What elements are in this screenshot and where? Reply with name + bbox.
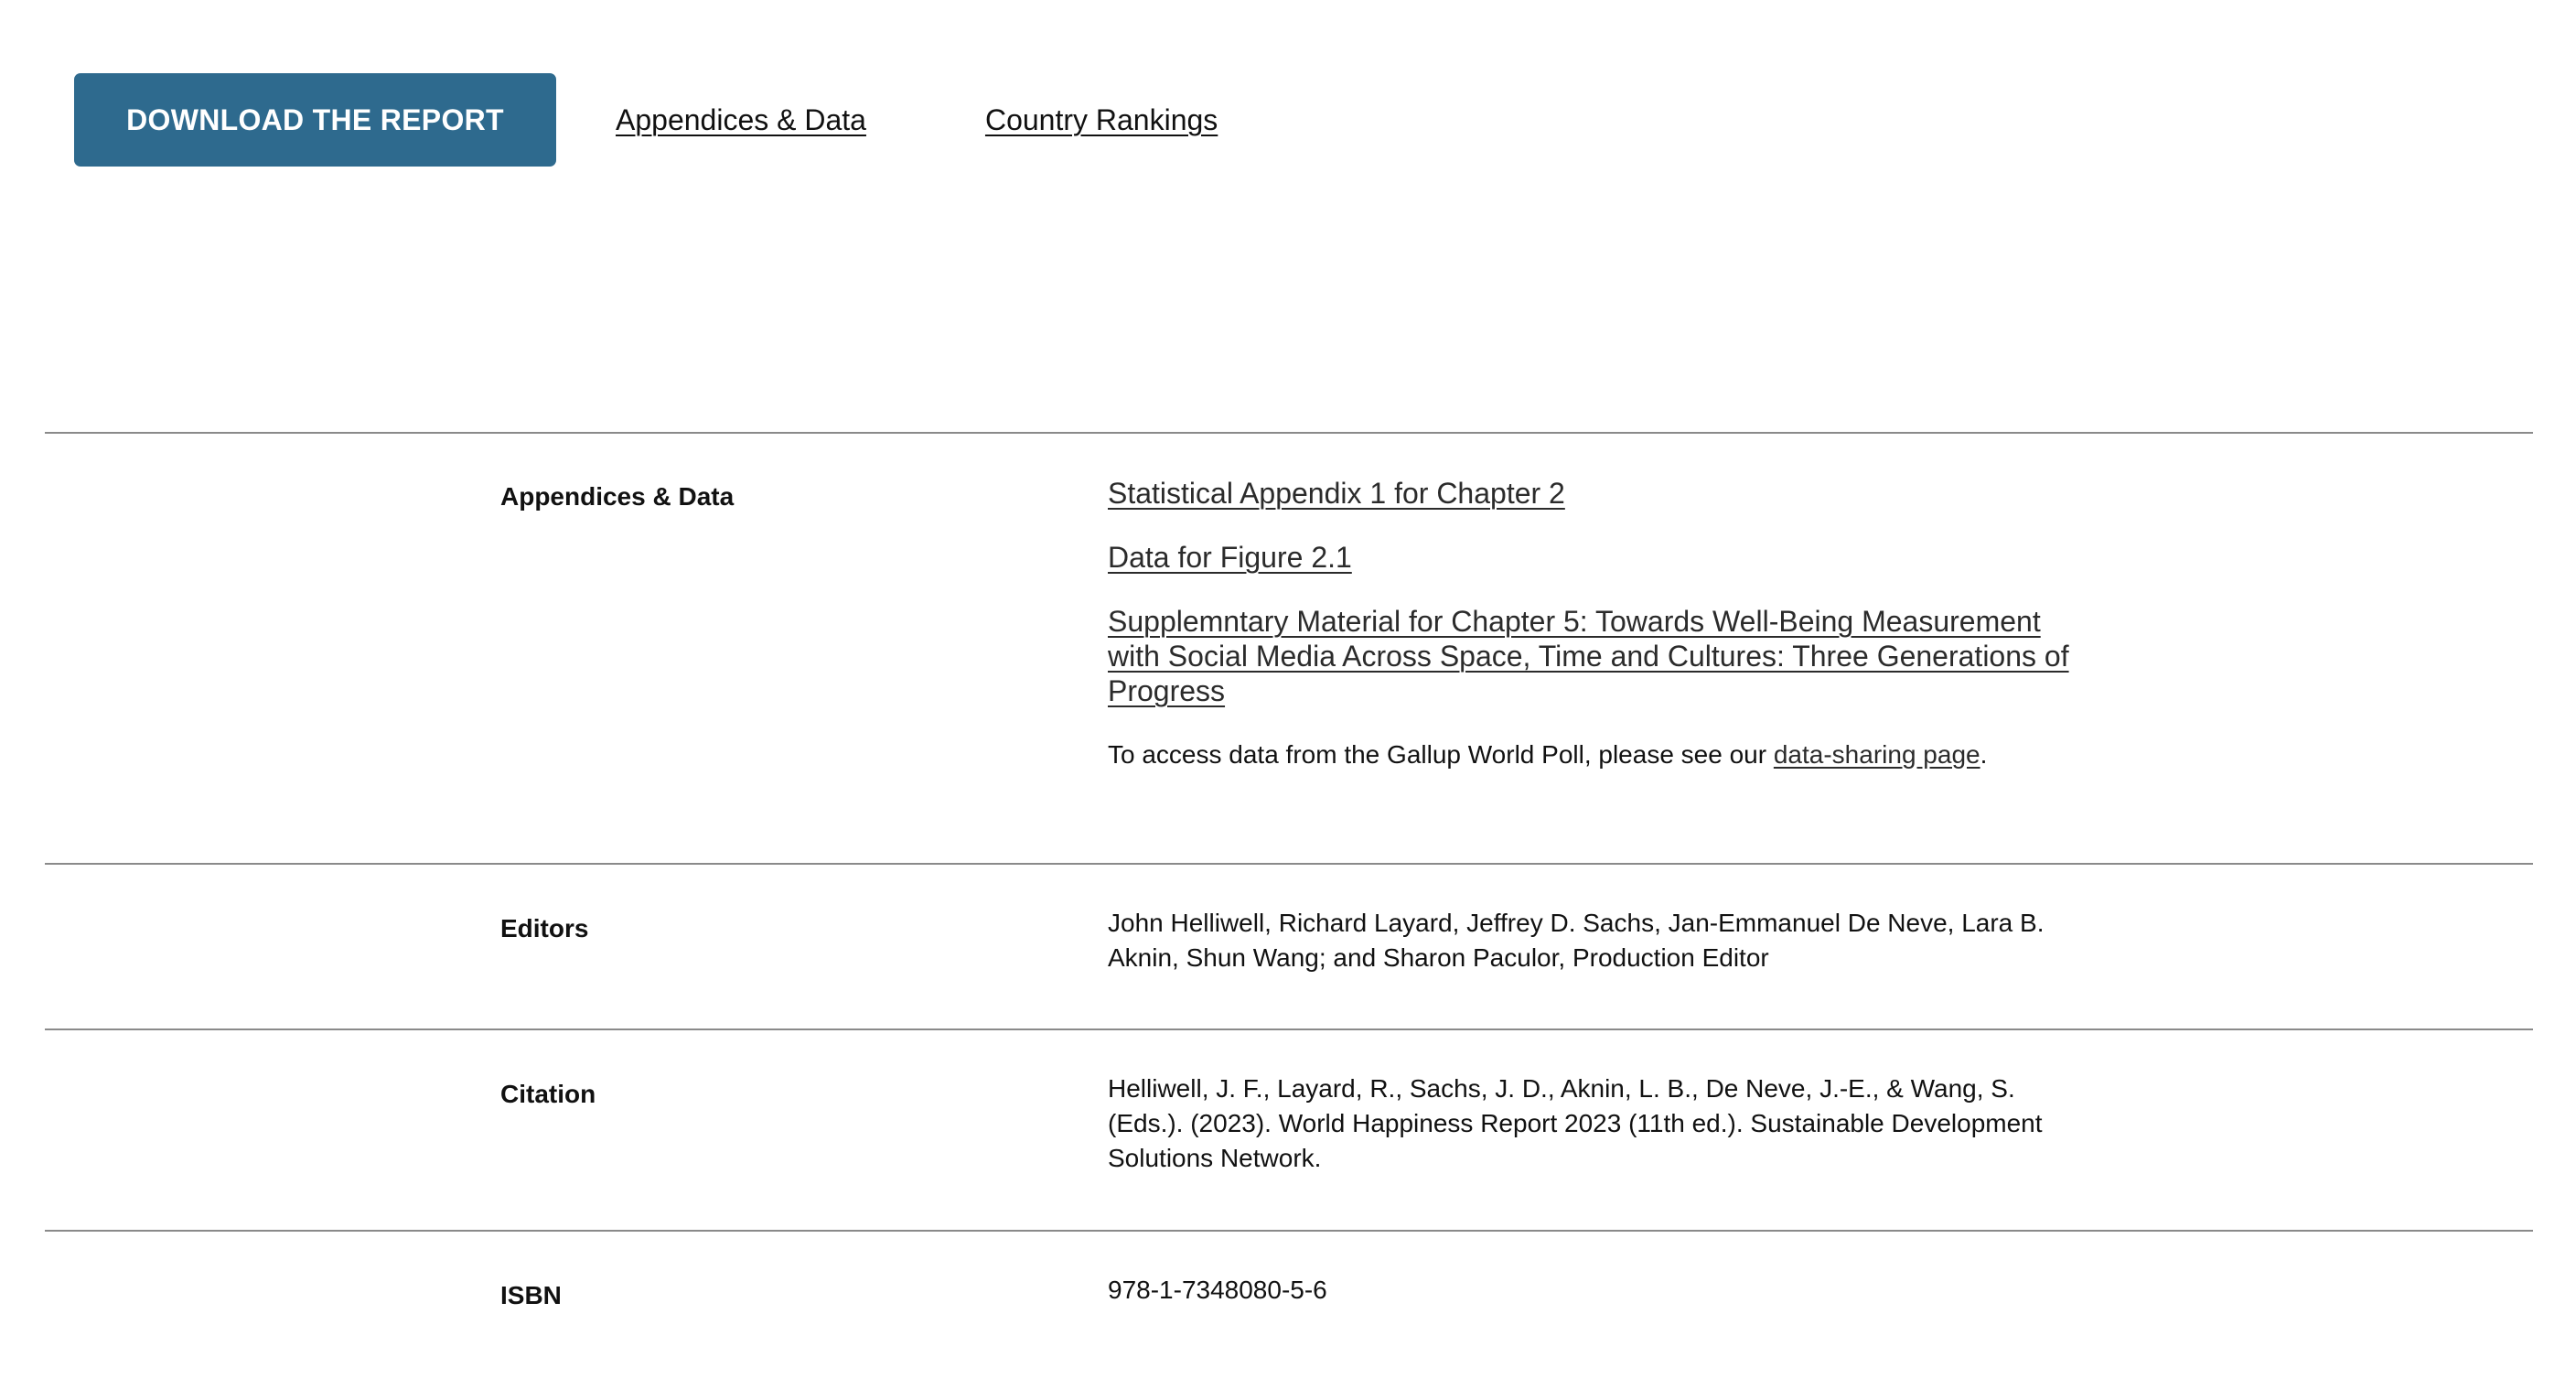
figure-data-link[interactable]: Data for Figure 2.1 <box>1108 541 1352 574</box>
isbn-value: 978-1-7348080-5-6 <box>1108 1276 1327 1304</box>
divider <box>45 1230 2533 1232</box>
divider <box>45 863 2533 865</box>
editors-label: Editors <box>500 914 589 942</box>
editors-value: John Helliwell, Richard Layard, Jeffrey D. Sachs, Jan-Emmanuel De Neve, Lara B. Aknin, Shun Wang; and Sharon Paculor, Production Editor <box>1108 909 2045 972</box>
gallup-note-text: To access data from the Gallup World Poll, please see our <box>1108 740 1774 769</box>
citation-label: Citation <box>500 1080 596 1108</box>
gallup-note-period: . <box>1980 740 1988 769</box>
country-rankings-link[interactable]: Country Rankings <box>984 102 1218 136</box>
statistical-appendix-link[interactable]: Statistical Appendix 1 for Chapter 2 <box>1108 477 1565 510</box>
download-report-button[interactable]: DOWNLOAD THE REPORT <box>74 73 556 167</box>
divider <box>45 1028 2533 1030</box>
gallup-note <box>1108 738 2077 772</box>
appendices-data-link[interactable]: Appendices & Data <box>616 102 866 136</box>
citation-value: Helliwell, J. F., Layard, R., Sachs, J. D., Aknin, L. B., De Neve, J.-E., & Wang, S. (Eds.). (2023). World Happiness Report 2023 (11th ed.). Sustainable Development Solutions Network. <box>1108 1074 2043 1172</box>
top-nav <box>74 73 1218 167</box>
divider <box>45 432 2533 434</box>
appendices-content <box>1108 476 2077 772</box>
isbn-label: ISBN <box>500 1281 562 1309</box>
data-sharing-link[interactable]: data-sharing page <box>1773 740 1980 769</box>
supplementary-material-link[interactable]: Supplemntary Material for Chapter 5: Towards Well-Being Measurement with Social Media Across Space, Time and Cultures: Three Generations of Progress <box>1108 605 2069 707</box>
appendices-data-label: Appendices & Data <box>500 482 735 511</box>
